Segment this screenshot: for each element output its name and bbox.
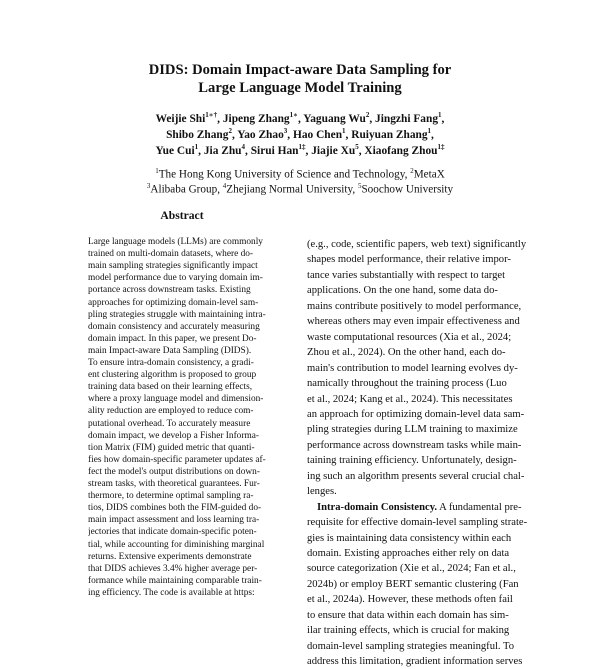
author-name: Shibo Zhang <box>166 128 229 141</box>
author-line: Shibo Zhang$^2$, Yao Zhao$^3$, Hao Chen$^1$, Ruiyuan Zhang$^1$, <box>166 127 434 141</box>
body-line: mains contribute positively to model performance, <box>307 300 522 312</box>
body-line: taining training efficiency. Unfortunately, design- <box>307 455 517 467</box>
title-line-1: DIDS: Domain Impact-aware Data Sampling for <box>148 62 452 78</box>
body-line: address this limitation, gradient information serves <box>307 656 523 668</box>
body-line: domain-level sampling strategies meaningful. To <box>307 640 515 652</box>
body-line: shapes model performance, their relative impor- <box>307 254 511 266</box>
body-line: an approach for optimizing domain-level data sam- <box>307 408 525 420</box>
author-affiliation-mark: 1‡ <box>298 143 306 151</box>
abstract-line: pling strategies struggle with maintaining intra- <box>88 309 266 320</box>
affiliation-line: $^3$Alibaba Group, $^4$Zhejiang Normal University, $^5$Soochow University <box>146 182 454 196</box>
affiliation-mark: 5 <box>357 182 362 190</box>
abstract-line: portance across downstream tasks. Existing <box>88 285 251 296</box>
body-line: domain. Existing approaches either rely on data <box>307 548 510 559</box>
body-line: waste computational resources (Xia et al., 2024; <box>307 331 512 343</box>
author-name: Jiajie Xu <box>311 144 356 157</box>
abstract-line: approaches for optimizing domain-level sam- <box>88 297 259 308</box>
abstract-line: main Impact-aware Data Sampling (DIDS). <box>88 345 252 356</box>
affiliation-mark: 4 <box>222 182 227 190</box>
author-affiliation-mark: 1 <box>438 111 442 119</box>
abstract-line: ent clustering algorithm is proposed to group <box>88 370 257 381</box>
author-line: Weijie Shi$^{1∗\dagger}$, Jipeng Zhang$^{1∗}$, Yaguang Wu$^2$, Jingzhi Fang$^1$, <box>155 111 445 125</box>
author-name: Jingzhi Fang <box>375 112 439 125</box>
abstract-line: To ensure intra-domain consistency, a gradi- <box>88 358 254 368</box>
author-name: Hao Chen <box>292 128 343 141</box>
abstract-line: tios, DIDS combines both the FIM-guided do- <box>88 503 262 514</box>
abstract-line: putational overhead. To accurately measure <box>88 418 251 429</box>
body-line: (e.g., code, scientific papers, web text) significantly <box>307 239 527 250</box>
affiliation-name: Soochow University <box>361 183 454 196</box>
abstract-line: jectories that indicate domain-specific poten- <box>88 527 257 538</box>
body-line: gies is maintaining data consistency within each <box>307 532 512 544</box>
abstract-line: fect the model's output distributions on down- <box>88 466 260 477</box>
body-line: applications. On the one hand, some data do- <box>307 285 498 297</box>
abstract-line: tion Matrix (FIM) guided metric that quanti- <box>88 442 255 453</box>
abstract-line: domain consistency and accurately measuring <box>88 321 260 332</box>
body-line: requisite for effective domain-level sampling strate- <box>307 517 528 529</box>
body-line: lenges. <box>307 486 337 498</box>
body-line: ing such an algorithm presents several crucial chal- <box>307 470 525 482</box>
body-line: pling strategies during LLM training to maximize <box>307 424 518 436</box>
author-affiliation-mark: 1‡ <box>437 143 445 151</box>
author-name: Sirui Han <box>250 144 299 157</box>
body-line: 2024b) or employ BERT semantic clustering (Fan <box>307 578 519 590</box>
author-affiliation-mark: 3 <box>283 127 288 135</box>
author-name: Ruiyuan Zhang <box>351 128 428 141</box>
abstract-line: that DIDS achieves 3.4% higher average per- <box>88 563 258 574</box>
abstract-line: tial, while accounting for diminishing marginal <box>88 539 265 550</box>
affiliation-name: Zhejiang Normal University <box>226 183 353 196</box>
affiliation-name: Alibaba Group <box>150 183 218 196</box>
abstract-line: domain impact, we develop a Fisher Informa- <box>88 430 259 441</box>
author-line: Yue Cui$^1$, Jia Zhu$^4$, Sirui Han$^{1\ddagger}$, Jiajie Xu$^5$, Xiaofang Zhou$^{1\ddagger}$ <box>155 143 445 157</box>
body-line: main's contribution to model learning evolves dy- <box>307 362 518 374</box>
abstract-line: Large language models (LLMs) are commonly <box>88 237 263 247</box>
body-line: tance varies substantially with respect to target <box>307 269 506 281</box>
body-line: to ensure that data within each domain has sim- <box>307 609 509 621</box>
body-line: Zhou et al., 2024). On the other hand, each do- <box>307 347 506 359</box>
body-line: namically throughout the training process (Luo <box>307 378 507 390</box>
abstract-line: training data based on their learning effects, <box>88 382 253 393</box>
paragraph-heading: Intra-domain Consistency. <box>317 501 438 513</box>
body-line: whereas others may even impair effectiveness and <box>307 316 520 328</box>
abstract-line: domain impact. In this paper, we present Do- <box>88 333 257 344</box>
author-affiliation-mark: 1 <box>427 127 432 135</box>
abstract-line: stream tasks, with theoretical guarantees. Fur- <box>88 479 260 489</box>
abstract-line: main impact assessment and loss learning tra- <box>88 515 260 526</box>
author-name: Yue Cui <box>155 144 195 157</box>
abstract-line: where a proxy language model and dimension- <box>88 394 264 405</box>
author-affiliation-mark: 1∗ <box>289 111 298 119</box>
body-line: source categorization (Xie et al., 2024; Fan et al., <box>307 563 516 575</box>
author-affiliation-mark: 1 <box>194 143 199 151</box>
abstract-line: formance while maintaining comparable train- <box>88 575 262 586</box>
abstract-line: ing efficiency. The code is available at https: <box>88 587 255 598</box>
body-line: Intra-domain Consistency. A fundamental pre- <box>317 501 522 513</box>
author-affiliation-mark: 4 <box>241 143 245 151</box>
body-line: et al., 2024a). However, these methods often fail <box>307 594 513 606</box>
author-name: Yaguang Wu <box>303 112 366 125</box>
affiliation-name: MetaX <box>413 168 445 181</box>
affiliation-mark: 3 <box>146 182 151 190</box>
abstract-line: main sampling strategies significantly impact <box>88 261 258 272</box>
author-name: Weijie Shi <box>155 112 206 125</box>
affiliation-mark: 2 <box>410 167 414 175</box>
author-affiliation-mark: 1∗† <box>205 111 218 119</box>
affiliation-line: $^1$The Hong Kong University of Science and Technology, $^2$MetaX <box>155 167 445 181</box>
abstract-line: thermore, to determine optimal sampling ra- <box>88 491 254 502</box>
author-name: Yao Zhao <box>237 128 284 141</box>
body-line: performance across downstream tasks while main- <box>307 439 522 451</box>
author-affiliation-mark: 2 <box>365 111 370 119</box>
affiliation-mark: 1 <box>155 167 159 175</box>
body-line: ilar training effects, which is crucial for making <box>307 625 510 637</box>
author-name: Jipeng Zhang <box>222 112 290 125</box>
abstract-line: model performance due to varying domain im- <box>88 273 263 284</box>
author-name: Jia Zhu <box>203 144 242 157</box>
author-affiliation-mark: 1 <box>342 127 346 135</box>
title-line-2: Large Language Model Training <box>198 80 402 96</box>
author-affiliation-mark: 5 <box>355 143 359 151</box>
abstract-line: fies how domain-specific parameter updates af- <box>88 454 266 465</box>
abstract-heading: Abstract <box>160 209 204 222</box>
abstract-line: trained on multi-domain datasets, where do- <box>88 249 254 260</box>
abstract-line: returns. Extensive experiments demonstrate <box>88 551 252 562</box>
body-line: et al., 2024; Kang et al., 2024). This necessitates <box>307 393 513 405</box>
abstract-line: ality reduction are employed to reduce com- <box>88 406 254 417</box>
author-affiliation-mark: 2 <box>228 127 232 135</box>
affiliation-name: The Hong Kong University of Science and Technology <box>158 168 405 181</box>
author-name: Xiaofang Zhou <box>364 144 438 157</box>
